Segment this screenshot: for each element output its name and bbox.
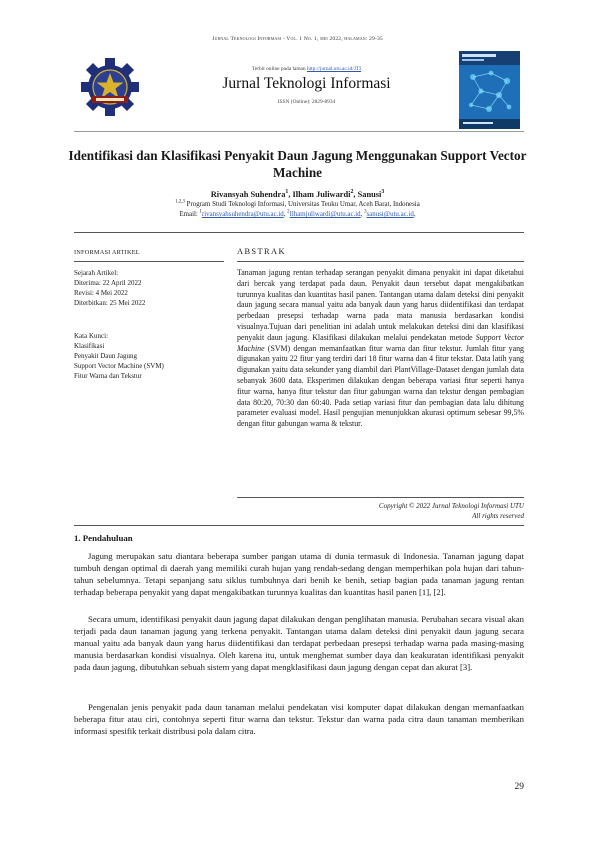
abstract-end-divider [237,497,524,498]
university-logo-icon [80,58,140,116]
author-list [60,190,535,199]
journal-title: Jurnal Teknologi Informasi [222,75,391,92]
revised-date: Revisi: 4 Mei 2022 [74,289,128,298]
keyword-item: Fitur Warna dan Tekstur [74,372,142,381]
email-link[interactable]: Ilhamjuliwardi@utu.ac.id [289,211,361,218]
author-name: Ilham Juliwardi [292,190,351,199]
email-separator: , [360,211,365,218]
published-date: Diterbitkan: 25 Mei 2022 [74,299,146,308]
journal-masthead [74,51,524,131]
abstract-text [237,268,524,430]
author-sup: 3 [381,189,385,196]
abstract-method-term: Support Vector Machine [237,332,524,353]
article-info-heading: INFORMASI ARTIKEL [74,249,140,256]
email-sup: 3 [364,209,367,215]
journal-cover-image [459,51,520,129]
page-number: 29 [514,782,524,792]
paper-title: Identifikasi dan Klasifikasi Penyakit Daun Jagung Menggunakan Support Vector Machine [68,148,527,180]
article-info-divider [74,261,224,262]
author-name: Rivansyah Suhendra [210,190,286,199]
email-line [60,211,535,218]
online-prefix: Terbit online pada laman [251,66,306,72]
author-sup: 1 [285,189,289,196]
email-link[interactable]: sanusi@utu.ac.id [366,211,414,218]
affiliation-text: Program Studi Teknologi Informasi, Universitas Teuku Umar, Aceh Barat, Indonesia [186,201,420,208]
section-divider [74,525,524,526]
section-heading: 1. Pendahuluan [74,533,133,543]
author-separator: , [353,190,358,199]
received-date: Diterima: 22 April 2022 [74,279,142,288]
body-paragraph: Jagung merupakan satu diantara beberapa sumber pangan utama di dunia termasuk di Indonesia. Tanaman jagung dapat tumbuh dengan optimal di daerah yang memiliki curah hujan yang rendah-sedang dengan memperhikan pola hujan dari tahun-tahun sebelumnya. Tetapi sepanjang satu siklus tumbuhnya dari benih ke benih, setiap bagian pada tanaman jagung rentan terhadap beberapa penyakit yang dapat mengakibatkan turunnya kualitas dan kuantitas hasil panen [1], [2]. [74,551,524,597]
journal-url-link[interactable]: http://jurnal.utu.ac.id/JTI [306,66,362,72]
keyword-item: Klasifikasi [74,342,105,351]
affiliation [60,201,535,208]
header-divider [74,232,524,233]
email-sup: 1 [199,209,202,215]
keywords-block [74,331,164,381]
author-separator: , [288,190,293,199]
abstract-divider [237,261,524,262]
journal-info [219,66,394,105]
author-sup: 2 [350,189,354,196]
keywords-title: Kata Kunci: [74,332,109,340]
email-link[interactable]: rivansyahsuhendra@utu.ac.id [201,211,284,218]
rights-line: All rights reserved [472,512,524,520]
journal-issn: ISSN (Online): 2829-8934 [277,99,336,105]
history-title: Sejarah Artikel: [74,269,119,277]
email-separator: , [283,211,288,218]
copyright-line: Copyright © 2022 Jurnal Teknologi Informasi UTU [378,502,524,510]
body-paragraph: Secara umum, identifikasi penyakit daun jagung dapat dilakukan dengan penglihatan manusia. Perubahan secara visual akan terjadi pada daun tanaman jagung yang terkena penyakit. Tantangan utama dalam deteksi dini penyakit daun jagung secara manual yaitu ada banyak daun yang harus diidentifikasi dan terdapat perbedaan presepsi terhadap warna pada masing-masing manusia berdasarkan kondisi visualnya. Oleh karena itu, untuk menghemat sumber daya dan keakuratan identifikasi penyakit pada daun jagung, dibutuhkan sebuah sistem yang dapat mengklasifikasi daun jagung dengan cepat dan akurat [3]. [74,614,524,672]
keyword-item: Penyakit Daun Jagung [74,352,137,361]
email-separator: , [413,211,416,218]
masthead-divider [74,131,524,132]
author-name: Sanusi [357,190,382,199]
email-label: Email: [179,211,198,218]
body-paragraph: Pengenalan jenis penyakit pada daun tanaman melalui pendekatan visi komputer dapat dilakukan dengan memanfaatkan beberapa fitur atau ciri, contohnya seperti fitur warna dan tekstur. Tekstur dan warna pada citra daun tanaman memberikan informasi spesifik terkait distribusi pola dalam citra. [74,702,524,736]
article-history [74,268,145,308]
copyright-notice [379,501,524,521]
abstract-heading: ABSTRAK [237,247,286,256]
affiliation-sup: 1,2,3 [175,199,185,205]
online-line [219,66,394,72]
keyword-item: Support Vector Machine (SVM) [74,362,164,371]
running-head: Jurnal Teknologi Informasi - Vol. 1 No. 1, mei 2022, halaman: 29-35 [212,36,383,42]
abstract-part: (SVM) dengan memanfaatkan fitur warna dan fitur tekstur. Jumlah fitur yang digunakan yaitu 22 fitur yang terdiri dari 18 fitur warna dan 4 fitur tekstar. Data latih yang digunakan yaitu data sekunder yang diambil dari PlantVillage-Dataset dengan jumlah data sebanyak 3600 data. Eksperimen dilakukan dengan beberapa variasi fitur seperti hanya fitur warna, hanya fitur tekstur dan fitur gabungan warna dan tekstur dengan pembagian data 80:20, 70:30 dan 60:40. Pada setiap variasi fitur dan pembagian data lalu dihitung parameter evaluasi model. Hasil pengujian menunjukkan akurasi optimum sebesar 99,5% dengan fitur gabungan warna & tekstur. [237,343,524,429]
email-sup: 2 [287,209,290,215]
abstract-part: Tanaman jagung rentan terhadap serangan penyakit dimana penyakit ini dapat diketahui dari bercak yang terdapat pada daun. Penyakit daun tersebut dapat mengakibatkan turunnya kualitas dan kuantitas hasil panen. Tantangan utama dalam deteksi dini penyakit daun jagung secara manual yaitu ada banyak daun yang harus diidentifikasi dan terdapat perbedaan presepsi terhadap warna pada mata manusia berdasarkan kondisi visualnya.Tujuan dari penelitian ini adalah untuk melakukan deteksi dini dan klasifikasi penyakit daun jagung. Klasifikasi dilakukan melalui pendekatan metode [237,268,524,342]
